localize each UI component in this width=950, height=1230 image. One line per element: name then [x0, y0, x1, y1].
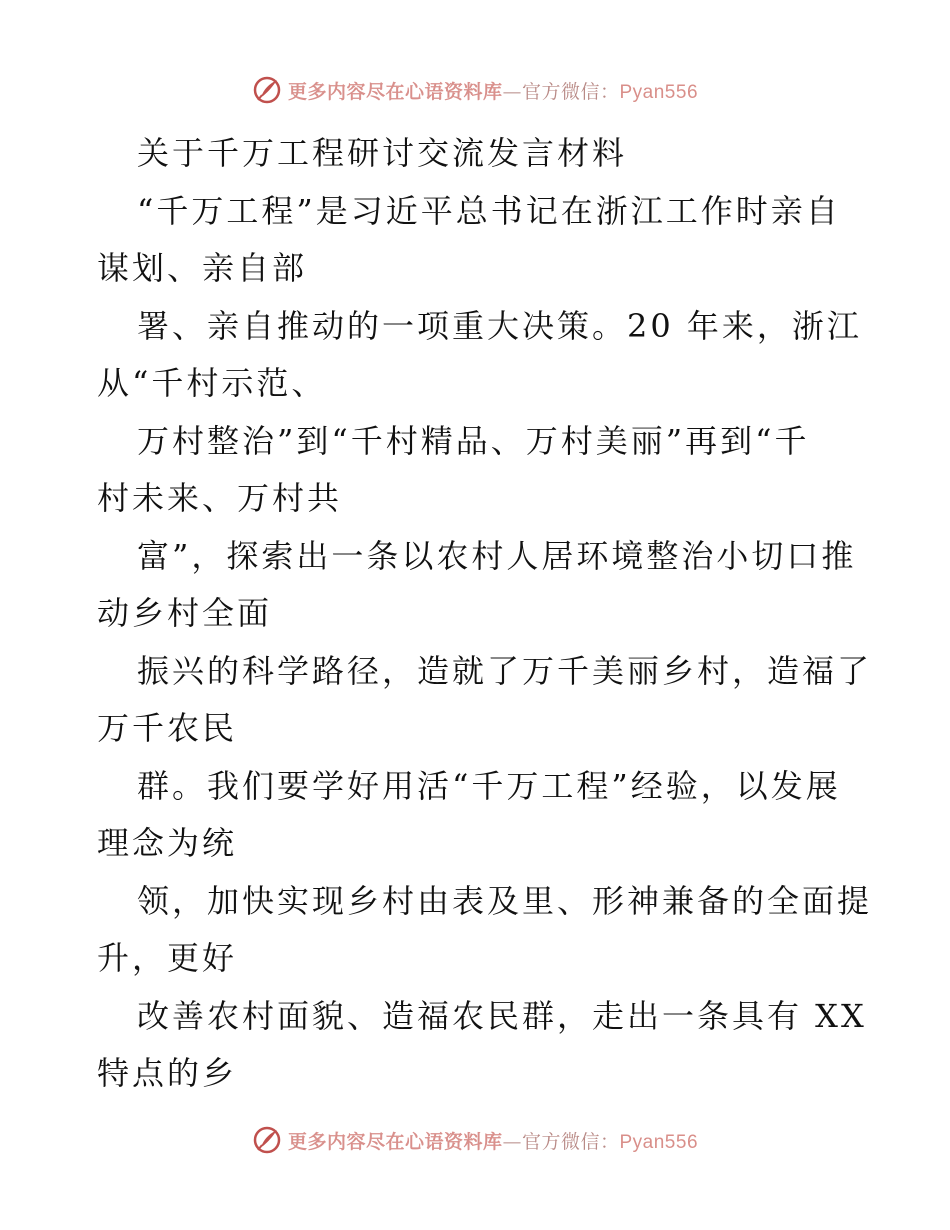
watermark-official-text: 官方微信：: [521, 1130, 620, 1153]
text-line: 署、亲自推动的一项重大决策。20 年来，浙江: [137, 306, 862, 345]
text-line: 升，更好: [97, 939, 238, 977]
header-watermark: [0, 70, 950, 110]
quill-logo-icon: [252, 1125, 282, 1155]
text-line: 从“千村示范、: [97, 364, 327, 402]
text-line: 富”，探索出一条以农村人居环境整治小切口推: [137, 536, 857, 575]
quill-logo-icon: [252, 75, 282, 105]
watermark-separator: —: [502, 80, 522, 103]
watermark-library-text: 更多内容尽在心语资料库: [287, 1130, 503, 1153]
document-body: [97, 125, 873, 1103]
text-line: 改善农村面貌、造福农民群，走出一条具有 XX: [137, 996, 867, 1035]
text-line: 村未来、万村共: [97, 479, 343, 517]
text-line: 动乡村全面: [97, 594, 273, 632]
text-line: 关于千万工程研讨交流发言材料: [137, 134, 628, 172]
watermark-separator: —: [502, 1130, 522, 1153]
text-line: 理念为统: [97, 824, 238, 862]
text-line: 领，加快实现乡村由表及里、形神兼备的全面提: [137, 881, 873, 920]
watermark-text: [288, 1127, 698, 1154]
watermark-text: [288, 77, 698, 104]
text-line: 特点的乡: [97, 1054, 238, 1092]
text-line: “千万工程”是习近平总书记在浙江工作时亲自: [137, 191, 841, 230]
text-line: 万千农民: [97, 709, 238, 747]
footer-watermark: [0, 1120, 950, 1160]
watermark-library-text: 更多内容尽在心语资料库: [287, 80, 503, 103]
text-line: 万村整治”到“千村精品、万村美丽”再到“千: [137, 421, 810, 460]
text-line: 谋划、亲自部: [97, 249, 308, 287]
watermark-handle: Pyan556: [619, 1131, 699, 1153]
text-line: 群。我们要学好用活“千万工程”经验，以发展: [137, 766, 841, 805]
watermark-official-text: 官方微信：: [521, 80, 620, 103]
text-line: 振兴的科学路径，造就了万千美丽乡村，造福了: [137, 651, 873, 690]
watermark-handle: Pyan556: [619, 81, 699, 103]
